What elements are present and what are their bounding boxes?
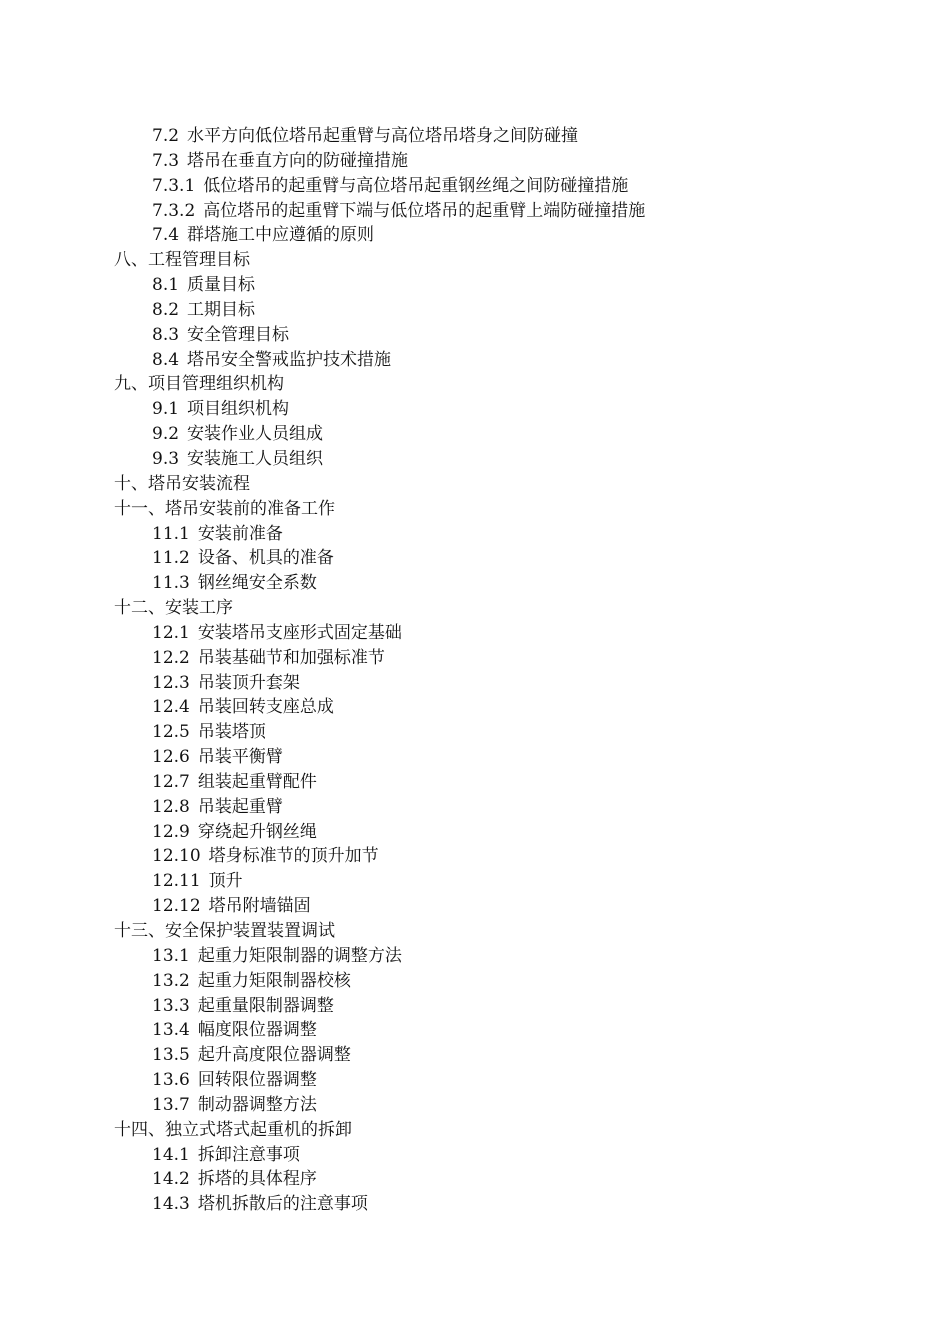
toc-entry-title: 顶升 (208, 871, 243, 892)
toc-section-entry[interactable] (0, 671, 950, 696)
table-of-contents (0, 124, 950, 1217)
toc-entry-number: 7.2 (152, 126, 180, 146)
toc-entry-title: 安装前准备 (197, 523, 283, 544)
toc-section-entry[interactable] (0, 1167, 950, 1192)
toc-entry-title: 吊装回转支座总成 (197, 697, 334, 718)
toc-section-entry[interactable] (0, 944, 950, 969)
toc-entry-number: 7.3.1 (152, 175, 196, 196)
toc-chapter-entry[interactable] (0, 1118, 950, 1143)
toc-section-entry[interactable] (0, 447, 950, 472)
toc-section-entry[interactable] (0, 298, 950, 323)
toc-entry-number: 13.1 (152, 945, 190, 966)
toc-entry-number: 14.2 (152, 1169, 190, 1190)
toc-entry-title: 塔吊附墙锚固 (208, 896, 311, 917)
toc-entry-title: 拆塔的具体程序 (197, 1169, 317, 1190)
toc-chapter-entry[interactable] (0, 497, 950, 522)
toc-section-entry[interactable] (0, 1143, 950, 1168)
toc-entry-number: 11.2 (152, 548, 190, 569)
toc-section-entry[interactable] (0, 621, 950, 646)
toc-entry-number: 12.2 (152, 647, 190, 668)
toc-entry-number: 12.3 (152, 672, 190, 693)
toc-entry-title: 九、项目管理组织机构 (114, 374, 284, 395)
toc-entry-number: 9.3 (152, 448, 180, 469)
toc-entry-title: 十、塔吊安装流程 (114, 473, 250, 494)
toc-entry-title: 项目组织机构 (187, 399, 290, 420)
toc-section-entry[interactable] (0, 844, 950, 869)
toc-section-entry[interactable] (0, 348, 950, 373)
toc-entry-title: 起重量限制器调整 (197, 995, 334, 1016)
toc-section-entry[interactable] (0, 869, 950, 894)
toc-section-entry[interactable] (0, 745, 950, 770)
toc-section-entry[interactable] (0, 546, 950, 571)
toc-entry-title: 吊装顶升套架 (197, 672, 300, 693)
toc-entry-number: 12.10 (152, 846, 201, 867)
toc-entry-number: 13.2 (152, 970, 190, 991)
toc-entry-number: 13.6 (152, 1070, 190, 1091)
toc-section-entry[interactable] (0, 770, 950, 795)
toc-entry-title: 钢丝绳安全系数 (197, 573, 317, 594)
toc-entry-title: 吊装基础节和加强标准节 (197, 647, 385, 668)
toc-entry-title: 塔身标准节的顶升加节 (208, 846, 379, 867)
toc-entry-title: 十一、塔吊安装前的准备工作 (114, 498, 335, 519)
toc-chapter-entry[interactable] (0, 248, 950, 273)
toc-entry-title: 安装施工人员组织 (187, 448, 324, 469)
toc-entry-number: 12.11 (152, 871, 201, 892)
toc-entry-number: 12.12 (152, 896, 201, 917)
toc-section-entry[interactable] (0, 397, 950, 422)
toc-section-entry[interactable] (0, 894, 950, 919)
toc-section-entry[interactable] (0, 223, 950, 248)
toc-entry-title: 工期目标 (187, 299, 256, 320)
toc-entry-title: 起重力矩限制器的调整方法 (197, 945, 402, 966)
toc-entry-title: 塔机拆散后的注意事项 (197, 1194, 368, 1215)
toc-entry-number: 11.1 (152, 523, 190, 544)
toc-entry-title: 塔吊在垂直方向的防碰撞措施 (187, 150, 409, 171)
toc-entry-number: 12.9 (152, 821, 190, 842)
toc-entry-title: 水平方向低位塔吊起重臂与高位塔吊塔身之间防碰撞 (187, 126, 579, 146)
toc-entry-number: 12.5 (152, 722, 190, 743)
toc-entry-title: 安装作业人员组成 (187, 424, 324, 445)
toc-entry-number: 13.4 (152, 1020, 190, 1041)
toc-entry-title: 高位塔吊的起重臂下端与低位塔吊的起重臂上端防碰撞措施 (203, 200, 646, 221)
toc-entry-title: 吊装平衡臂 (197, 747, 283, 768)
toc-entry-number: 8.2 (152, 299, 180, 320)
toc-section-entry[interactable] (0, 994, 950, 1019)
toc-section-entry[interactable] (0, 571, 950, 596)
toc-entry-title: 回转限位器调整 (197, 1070, 317, 1091)
toc-section-entry[interactable] (0, 820, 950, 845)
toc-section-entry[interactable] (0, 422, 950, 447)
toc-entry-title: 幅度限位器调整 (197, 1020, 317, 1041)
toc-section-entry[interactable] (0, 199, 950, 224)
toc-entry-title: 十三、安全保护装置装置调试 (114, 921, 335, 941)
toc-section-entry[interactable] (0, 1093, 950, 1118)
toc-entry-title: 安装塔吊支座形式固定基础 (197, 622, 402, 643)
toc-entry-number: 7.3.2 (152, 200, 196, 221)
toc-section-entry[interactable] (0, 646, 950, 671)
toc-section-entry[interactable] (0, 795, 950, 820)
toc-entry-number: 14.1 (152, 1144, 190, 1165)
toc-entry-number: 7.3 (152, 150, 180, 171)
toc-entry-title: 安全管理目标 (187, 324, 290, 345)
toc-section-entry[interactable] (0, 1192, 950, 1217)
toc-entry-number: 14.3 (152, 1194, 190, 1215)
toc-entry-title: 塔吊安全警戒监护技术措施 (187, 349, 392, 370)
toc-entry-title: 八、工程管理目标 (114, 250, 250, 271)
toc-entry-number: 9.1 (152, 399, 180, 420)
toc-section-entry[interactable] (0, 969, 950, 994)
toc-entry-title: 拆卸注意事项 (197, 1144, 300, 1165)
toc-chapter-entry[interactable] (0, 472, 950, 497)
toc-section-entry[interactable] (0, 124, 950, 149)
toc-entry-number: 12.1 (152, 622, 190, 643)
toc-chapter-entry[interactable] (0, 596, 950, 621)
toc-entry-number: 9.2 (152, 424, 180, 445)
toc-entry-number: 8.4 (152, 349, 180, 370)
toc-entry-number: 12.8 (152, 796, 190, 817)
toc-section-entry[interactable] (0, 522, 950, 547)
toc-chapter-entry[interactable] (0, 919, 950, 944)
toc-section-entry[interactable] (0, 1068, 950, 1093)
toc-entry-title: 穿绕起升钢丝绳 (197, 821, 317, 842)
toc-chapter-entry[interactable] (0, 372, 950, 397)
toc-section-entry[interactable] (0, 1018, 950, 1043)
toc-entry-number: 12.4 (152, 697, 190, 718)
toc-entry-number: 13.5 (152, 1045, 190, 1066)
toc-entry-title: 组装起重臂配件 (197, 771, 317, 792)
toc-entry-title: 群塔施工中应遵循的原则 (187, 225, 375, 246)
toc-entry-number: 12.6 (152, 747, 190, 768)
toc-section-entry[interactable] (0, 720, 950, 745)
toc-entry-number: 13.3 (152, 995, 190, 1016)
toc-entry-number: 8.1 (152, 275, 180, 296)
toc-entry-title: 设备、机具的准备 (197, 548, 334, 569)
toc-entry-title: 吊装起重臂 (197, 796, 283, 817)
toc-entry-number: 12.7 (152, 771, 190, 792)
toc-entry-title: 低位塔吊的起重臂与高位塔吊起重钢丝绳之间防碰撞措施 (203, 175, 629, 196)
toc-section-entry[interactable] (0, 323, 950, 348)
toc-section-entry[interactable] (0, 273, 950, 298)
toc-section-entry[interactable] (0, 149, 950, 174)
toc-entry-title: 起升高度限位器调整 (197, 1045, 351, 1066)
toc-entry-title: 质量目标 (187, 275, 256, 296)
toc-entry-number: 7.4 (152, 225, 180, 246)
toc-section-entry[interactable] (0, 695, 950, 720)
toc-entry-number: 8.3 (152, 324, 180, 345)
toc-entry-title: 吊装塔顶 (197, 722, 266, 743)
toc-section-entry[interactable] (0, 1043, 950, 1068)
toc-entry-title: 十二、安装工序 (114, 598, 233, 619)
toc-entry-title: 十四、独立式塔式起重机的拆卸 (114, 1119, 352, 1140)
toc-section-entry[interactable] (0, 174, 950, 199)
toc-entry-number: 11.3 (152, 573, 190, 594)
toc-entry-number: 13.7 (152, 1094, 190, 1115)
toc-entry-title: 起重力矩限制器校核 (197, 970, 351, 991)
toc-entry-title: 制动器调整方法 (197, 1094, 317, 1115)
